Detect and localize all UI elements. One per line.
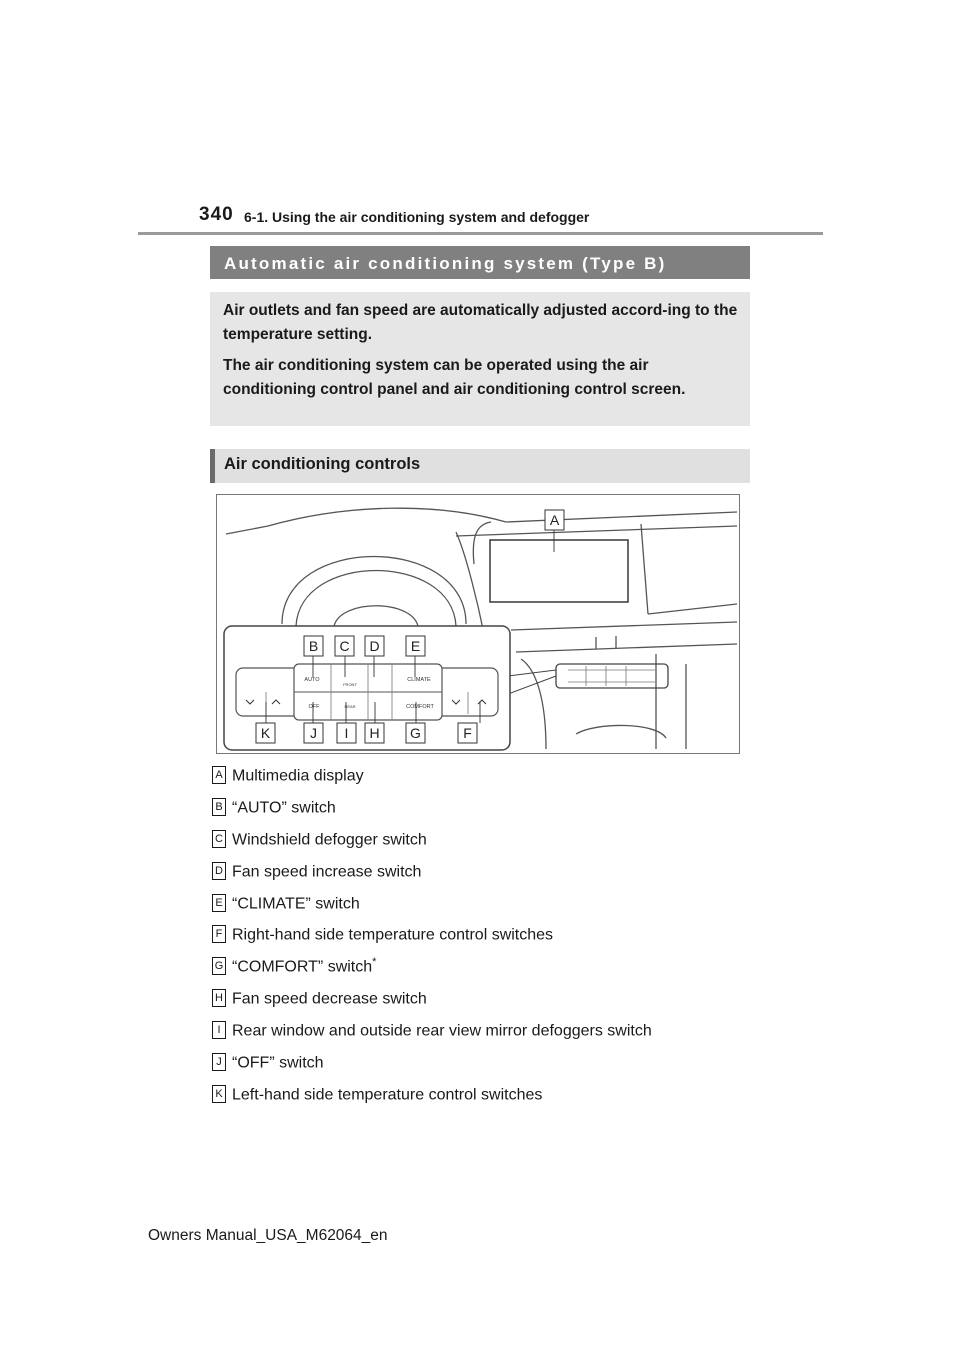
legend-item	[212, 828, 772, 860]
header-divider	[138, 232, 823, 235]
intro-paragraph-2: The air conditioning system can be operated using the air conditioning control panel and air conditioning control screen.	[223, 357, 686, 398]
legend-description: Right-hand side temperature control switches	[232, 926, 554, 944]
intro-paragraph-1: Air outlets and fan speed are automatically adjusted accord-ing to the temperature setting.	[223, 302, 738, 343]
legend-item	[212, 764, 772, 796]
legend-letter-badge: K	[212, 1085, 226, 1103]
panel-auto-label: AUTO	[304, 677, 320, 683]
subsection-heading: Air conditioning controls	[210, 449, 750, 483]
legend-item	[212, 1019, 772, 1051]
callout-c	[335, 636, 354, 656]
legend-description: Rear window and outside rear view mirror defoggers switch	[232, 1022, 652, 1040]
intro-box	[210, 292, 750, 426]
air-conditioning-controls-figure	[216, 494, 740, 754]
svg-text:D: D	[369, 638, 380, 654]
section-title: 6-1. Using the air conditioning system and defogger	[244, 209, 590, 225]
legend-description: Left-hand side temperature control switches	[232, 1086, 543, 1104]
legend-item	[212, 955, 772, 987]
legend-letter-badge: J	[212, 1053, 226, 1071]
svg-text:B: B	[308, 638, 319, 654]
legend-item	[212, 892, 772, 924]
callout-i	[337, 723, 356, 743]
svg-text:G: G	[410, 725, 421, 741]
svg-text:E: E	[410, 638, 421, 654]
page-footer: Owners Manual_USA_M62064_en	[148, 1227, 388, 1244]
legend-item	[212, 987, 772, 1019]
callout-j	[304, 723, 323, 743]
legend-description: Windshield defogger switch	[232, 831, 427, 849]
legend-description: “AUTO” switch	[232, 799, 336, 817]
section-band-title: Automatic air conditioning system (Type B)	[210, 246, 750, 279]
panel-front-label: FRONT	[343, 682, 357, 687]
legend-letter-badge: H	[212, 989, 226, 1007]
footnote-marker: *	[372, 956, 377, 969]
callout-f	[458, 723, 477, 743]
svg-text:K: K	[260, 725, 271, 741]
panel-climate-label: CLIMATE	[407, 677, 431, 683]
legend-item	[212, 860, 772, 892]
panel-off-label: OFF	[308, 704, 320, 710]
callout-h	[365, 723, 384, 743]
legend-letter-badge: E	[212, 894, 226, 912]
legend-description: Fan speed decrease switch	[232, 990, 427, 1008]
legend-letter-badge: D	[212, 862, 226, 880]
legend-item	[212, 796, 772, 828]
callout-g	[406, 723, 425, 743]
legend-letter-badge: B	[212, 798, 226, 816]
panel-rear-label: REAR	[344, 704, 356, 709]
legend-letter-badge: C	[212, 830, 226, 848]
legend-letter-badge: A	[212, 766, 226, 784]
legend-item	[212, 923, 772, 955]
callout-b	[304, 636, 323, 656]
legend-letter-badge: G	[212, 957, 226, 975]
legend-item	[212, 1051, 772, 1083]
callout-k	[256, 723, 275, 743]
svg-text:I: I	[344, 725, 349, 741]
svg-text:C: C	[339, 638, 350, 654]
legend-description: “COMFORT” switch*	[232, 956, 377, 976]
legend-description: “CLIMATE” switch	[232, 894, 360, 912]
legend-letter-badge: F	[212, 925, 226, 943]
svg-text:H: H	[369, 725, 380, 741]
callout-d	[365, 636, 384, 656]
callout-e	[406, 636, 425, 656]
callout-legend	[212, 764, 772, 1115]
legend-letter-badge: I	[212, 1021, 226, 1039]
legend-description: “OFF” switch	[232, 1054, 324, 1072]
svg-text:F: F	[463, 725, 472, 741]
legend-item	[212, 1083, 772, 1115]
panel-comfort-label: COMFORT	[406, 704, 434, 710]
dashboard-illustration	[216, 494, 740, 754]
svg-text:J: J	[310, 725, 317, 741]
page-number: 340	[199, 204, 234, 225]
callout-a	[545, 510, 564, 530]
legend-description: Fan speed increase switch	[232, 863, 422, 880]
svg-text:A: A	[549, 512, 560, 528]
legend-description: Multimedia display	[232, 767, 364, 785]
